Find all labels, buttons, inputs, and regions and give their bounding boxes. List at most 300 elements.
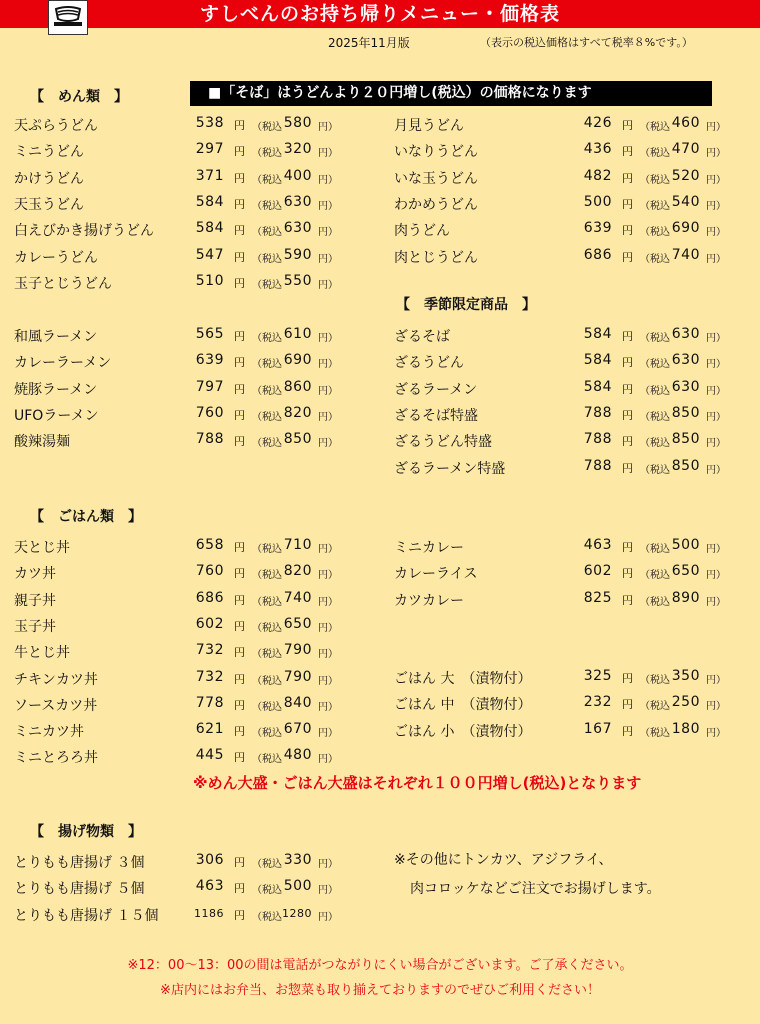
menu-item bbox=[14, 141, 356, 165]
tax-prefix: （税込 bbox=[252, 411, 282, 423]
item-price: 463 bbox=[583, 537, 612, 553]
menu-item bbox=[394, 431, 744, 455]
item-tax-price: 690 bbox=[671, 220, 700, 237]
section-rice-heading: 【 ごはん類 】 bbox=[30, 509, 142, 525]
menu-item bbox=[14, 721, 356, 745]
item-tax-price: 850 bbox=[671, 404, 700, 421]
tax-prefix: （税込 bbox=[252, 544, 282, 555]
tax-prefix: （税込 bbox=[252, 385, 282, 397]
tax-suffix: 円） bbox=[318, 754, 338, 766]
tax-prefix: （税込 bbox=[640, 122, 670, 133]
item-price: 584 bbox=[583, 326, 612, 342]
item-name: カレーライス bbox=[394, 566, 478, 583]
menu-item bbox=[394, 220, 744, 244]
item-name: UFOラーメン bbox=[14, 407, 99, 424]
tax-prefix: （税込 bbox=[252, 253, 282, 265]
menu-item bbox=[14, 905, 356, 929]
item-price: 538 bbox=[195, 115, 224, 131]
item-tax-price: 790 bbox=[283, 668, 312, 685]
menu-item bbox=[394, 590, 744, 614]
yen-label: 円 bbox=[234, 725, 245, 739]
tax-suffix: 円） bbox=[318, 227, 338, 239]
item-price: 325 bbox=[583, 668, 612, 684]
item-tax-price: 520 bbox=[671, 167, 700, 184]
item-price: 306 bbox=[195, 852, 224, 868]
tax-prefix: （税込 bbox=[252, 279, 282, 291]
item-price: 686 bbox=[583, 246, 612, 263]
tax-suffix: 円） bbox=[706, 727, 726, 739]
tax-prefix: （税込 bbox=[640, 701, 670, 713]
item-name: とりもも唐揚げ ５個 bbox=[14, 881, 145, 898]
menu-item bbox=[14, 247, 356, 271]
tax-note: （表示の税込価格はすべて税率８%です。） bbox=[480, 36, 693, 49]
item-price: 436 bbox=[583, 141, 612, 158]
item-tax-price: 470 bbox=[671, 141, 700, 158]
item-tax-price: 630 bbox=[283, 193, 312, 210]
tax-suffix: 円） bbox=[706, 544, 726, 555]
item-name: 親子丼 bbox=[14, 592, 56, 609]
item-price: 686 bbox=[195, 589, 224, 606]
tax-suffix: 円） bbox=[318, 411, 338, 423]
item-tax-price: 1280 bbox=[282, 906, 312, 920]
tax-suffix: 円） bbox=[318, 253, 338, 265]
item-price: 732 bbox=[195, 668, 224, 685]
item-price: 797 bbox=[195, 378, 224, 395]
tax-prefix: （税込 bbox=[640, 359, 670, 371]
menu-item bbox=[394, 458, 744, 482]
item-price: 482 bbox=[583, 167, 612, 184]
tax-suffix: 円） bbox=[318, 649, 338, 661]
fried-other-note-2: 肉コロッケなどご注文でお揚げします。 bbox=[410, 881, 661, 897]
yen-label: 円 bbox=[234, 224, 245, 238]
item-tax-price: 840 bbox=[283, 694, 312, 711]
tax-prefix: （税込 bbox=[640, 727, 670, 739]
yen-label: 円 bbox=[234, 672, 245, 686]
tax-suffix: 円） bbox=[318, 859, 338, 870]
yen-label: 円 bbox=[234, 330, 245, 343]
tax-prefix: （税込 bbox=[252, 911, 282, 923]
item-price: 584 bbox=[195, 193, 224, 210]
yen-label: 円 bbox=[234, 145, 245, 159]
item-name: 玉子とじうどん bbox=[14, 275, 112, 292]
tax-suffix: 円） bbox=[706, 122, 726, 133]
tax-prefix: （税込 bbox=[640, 148, 670, 160]
item-tax-price: 740 bbox=[283, 589, 312, 606]
item-price: 602 bbox=[583, 563, 612, 580]
tax-suffix: 円） bbox=[318, 279, 338, 291]
item-name: ざるうどん特盛 bbox=[394, 434, 492, 451]
item-tax-price: 630 bbox=[671, 352, 700, 369]
menu-item bbox=[394, 141, 744, 165]
item-tax-price: 500 bbox=[671, 537, 700, 553]
yen-label: 円 bbox=[234, 567, 245, 581]
item-name: 天玉うどん bbox=[14, 196, 84, 213]
item-tax-price: 610 bbox=[283, 326, 312, 342]
item-price: 760 bbox=[195, 404, 224, 421]
tax-prefix: （税込 bbox=[252, 754, 282, 766]
yen-label: 円 bbox=[234, 276, 245, 290]
item-name: とりもも唐揚げ １５個 bbox=[14, 907, 159, 924]
tax-prefix: （税込 bbox=[252, 622, 282, 634]
item-price: 639 bbox=[195, 352, 224, 369]
item-name: ミニカツ丼 bbox=[14, 724, 84, 741]
menu-item bbox=[394, 379, 744, 403]
menu-item bbox=[14, 616, 356, 640]
tax-prefix: （税込 bbox=[252, 885, 282, 897]
item-price: 565 bbox=[195, 326, 224, 342]
tax-prefix: （税込 bbox=[640, 174, 670, 186]
menu-item bbox=[394, 668, 744, 692]
bento-note: ※店内にはお弁当、お惣菜も取り揃えておりますのでぜひご利用ください！ bbox=[160, 983, 600, 998]
item-price: 602 bbox=[195, 615, 224, 632]
menu-item bbox=[14, 695, 356, 719]
item-name: ごはん 中 （漬物付） bbox=[394, 697, 532, 714]
tax-suffix: 円） bbox=[318, 701, 338, 713]
tax-prefix: （税込 bbox=[640, 570, 670, 582]
menu-item bbox=[14, 431, 356, 455]
item-name: カレーラーメン bbox=[14, 355, 112, 372]
large-portion-note: ※めん大盛・ごはん大盛はそれぞれ１００円増し(税込)となります bbox=[193, 774, 642, 792]
tax-suffix: 円） bbox=[706, 385, 726, 397]
item-name: ざるラーメン特盛 bbox=[394, 460, 506, 477]
item-name: ざるそば bbox=[394, 329, 450, 345]
yen-label: 円 bbox=[622, 119, 633, 132]
item-tax-price: 320 bbox=[283, 141, 312, 158]
tax-suffix: 円） bbox=[318, 385, 338, 397]
yen-label: 円 bbox=[622, 541, 633, 554]
yen-label: 円 bbox=[622, 224, 633, 238]
item-tax-price: 630 bbox=[671, 326, 700, 342]
item-price: 445 bbox=[195, 747, 224, 764]
menu-item bbox=[394, 326, 744, 350]
item-price: 825 bbox=[583, 589, 612, 606]
item-name: 天とじ丼 bbox=[14, 540, 70, 556]
item-tax-price: 250 bbox=[671, 694, 700, 711]
soba-price-banner: ■「そば」はうどんより２０円増し(税込）の価格になります bbox=[190, 81, 712, 106]
item-tax-price: 180 bbox=[671, 720, 700, 737]
yen-label: 円 bbox=[622, 408, 633, 422]
yen-label: 円 bbox=[234, 356, 245, 370]
item-price: 658 bbox=[195, 537, 224, 553]
yen-label: 円 bbox=[622, 567, 633, 581]
tax-prefix: （税込 bbox=[252, 359, 282, 371]
yen-label: 円 bbox=[622, 461, 633, 475]
item-price: 584 bbox=[195, 220, 224, 237]
tax-suffix: 円） bbox=[706, 359, 726, 371]
item-name: カツカレー bbox=[394, 592, 464, 609]
item-name: ミニうどん bbox=[14, 144, 84, 161]
item-name: ごはん 大 （漬物付） bbox=[394, 671, 532, 687]
menu-item bbox=[394, 168, 744, 192]
tax-suffix: 円） bbox=[318, 359, 338, 371]
menu-item bbox=[14, 405, 356, 429]
section-noodles-heading: 【 めん類 】 bbox=[30, 89, 128, 105]
item-price: 788 bbox=[195, 431, 224, 448]
phone-note: ※12：00～13：00の間は電話がつながりにくい場合がございます。ご了承ください。 bbox=[127, 958, 633, 973]
tax-prefix: （税込 bbox=[640, 385, 670, 397]
item-name: 肉とじうどん bbox=[394, 249, 478, 266]
tax-suffix: 円） bbox=[318, 122, 338, 133]
tax-prefix: （税込 bbox=[640, 596, 670, 608]
item-price: 547 bbox=[195, 246, 224, 263]
yen-label: 円 bbox=[622, 382, 633, 396]
item-name: かけうどん bbox=[14, 170, 84, 187]
menu-item bbox=[14, 379, 356, 403]
item-tax-price: 690 bbox=[283, 352, 312, 369]
menu-item bbox=[394, 537, 744, 561]
tax-prefix: （税込 bbox=[252, 570, 282, 582]
yen-label: 円 bbox=[234, 197, 245, 211]
menu-item bbox=[14, 273, 356, 297]
yen-label: 円 bbox=[622, 593, 633, 607]
tax-suffix: 円） bbox=[318, 728, 338, 740]
item-tax-price: 630 bbox=[671, 378, 700, 395]
item-tax-price: 540 bbox=[671, 193, 700, 210]
item-price: 732 bbox=[195, 642, 224, 659]
menu-item bbox=[394, 247, 744, 271]
yen-label: 円 bbox=[234, 541, 245, 554]
menu-item bbox=[394, 194, 744, 218]
tax-prefix: （税込 bbox=[252, 675, 282, 687]
tax-prefix: （税込 bbox=[252, 200, 282, 212]
yen-label: 円 bbox=[622, 435, 633, 449]
item-price: 297 bbox=[195, 141, 224, 158]
yen-label: 円 bbox=[234, 250, 245, 264]
item-name: カツ丼 bbox=[14, 566, 56, 583]
item-name: 月見うどん bbox=[394, 118, 464, 134]
tax-suffix: 円） bbox=[318, 148, 338, 160]
item-tax-price: 330 bbox=[283, 852, 312, 868]
menu-item bbox=[14, 642, 356, 666]
yen-label: 円 bbox=[234, 908, 245, 922]
item-name: カレーうどん bbox=[14, 249, 98, 266]
tax-suffix: 円） bbox=[706, 438, 726, 450]
item-price: 584 bbox=[583, 352, 612, 369]
menu-item bbox=[14, 590, 356, 614]
yen-label: 円 bbox=[234, 856, 245, 869]
tax-prefix: （税込 bbox=[252, 148, 282, 160]
yen-label: 円 bbox=[234, 646, 245, 660]
item-tax-price: 400 bbox=[283, 167, 312, 184]
tax-suffix: 円） bbox=[706, 148, 726, 160]
tax-suffix: 円） bbox=[706, 227, 726, 239]
item-tax-price: 890 bbox=[671, 589, 700, 606]
item-name: 天ぷらうどん bbox=[14, 118, 98, 134]
item-price: 584 bbox=[583, 378, 612, 395]
menu-item bbox=[14, 115, 356, 139]
item-tax-price: 710 bbox=[283, 537, 312, 553]
tax-suffix: 円） bbox=[318, 174, 338, 186]
item-name: いな玉うどん bbox=[394, 170, 478, 187]
menu-item bbox=[14, 168, 356, 192]
item-tax-price: 550 bbox=[283, 272, 312, 289]
menu-item bbox=[14, 194, 356, 218]
item-tax-price: 580 bbox=[283, 115, 312, 131]
yen-label: 円 bbox=[234, 119, 245, 132]
item-tax-price: 650 bbox=[283, 615, 312, 632]
yen-label: 円 bbox=[622, 330, 633, 343]
item-price: 788 bbox=[583, 431, 612, 448]
yen-label: 円 bbox=[622, 356, 633, 370]
item-name: ざるラーメン bbox=[394, 381, 478, 398]
tax-suffix: 円） bbox=[706, 174, 726, 186]
tax-suffix: 円） bbox=[318, 885, 338, 897]
item-price: 1186 bbox=[194, 906, 224, 920]
item-price: 788 bbox=[583, 404, 612, 421]
menu-item bbox=[394, 563, 744, 587]
item-tax-price: 790 bbox=[283, 642, 312, 659]
menu-item bbox=[394, 721, 744, 745]
section-seasonal-heading: 【 季節限定商品 】 bbox=[396, 297, 536, 313]
tax-suffix: 円） bbox=[318, 570, 338, 582]
tax-suffix: 円） bbox=[318, 675, 338, 687]
item-name: 和風ラーメン bbox=[14, 329, 98, 345]
tax-suffix: 円） bbox=[318, 333, 338, 344]
item-tax-price: 850 bbox=[671, 431, 700, 448]
yen-label: 円 bbox=[622, 145, 633, 159]
tax-suffix: 円） bbox=[318, 622, 338, 634]
menu-item bbox=[394, 352, 744, 376]
menu-item bbox=[14, 747, 356, 771]
tax-prefix: （税込 bbox=[640, 411, 670, 423]
yen-label: 円 bbox=[622, 171, 633, 185]
item-name: 玉子丼 bbox=[14, 618, 56, 635]
tax-suffix: 円） bbox=[706, 411, 726, 423]
yen-label: 円 bbox=[234, 619, 245, 633]
item-name: 酸辣湯麺 bbox=[14, 434, 70, 451]
item-name: ソースカツ丼 bbox=[14, 697, 98, 714]
menu-item bbox=[394, 694, 744, 718]
menu-item bbox=[14, 669, 356, 693]
item-tax-price: 350 bbox=[671, 668, 700, 684]
item-price: 463 bbox=[195, 878, 224, 895]
tax-suffix: 円） bbox=[706, 675, 726, 686]
menu-item bbox=[14, 220, 356, 244]
item-tax-price: 460 bbox=[671, 115, 700, 131]
item-name: 肉うどん bbox=[394, 223, 450, 240]
tax-prefix: （税込 bbox=[252, 438, 282, 450]
tax-prefix: （税込 bbox=[640, 544, 670, 555]
tax-prefix: （税込 bbox=[252, 701, 282, 713]
yen-label: 円 bbox=[622, 698, 633, 712]
item-tax-price: 860 bbox=[283, 378, 312, 395]
yen-label: 円 bbox=[234, 698, 245, 712]
yen-label: 円 bbox=[234, 435, 245, 449]
item-price: 639 bbox=[583, 220, 612, 237]
yen-label: 円 bbox=[622, 197, 633, 211]
yen-label: 円 bbox=[234, 593, 245, 607]
item-tax-price: 650 bbox=[671, 563, 700, 580]
item-price: 760 bbox=[195, 563, 224, 580]
yen-label: 円 bbox=[622, 724, 633, 738]
yen-label: 円 bbox=[622, 250, 633, 264]
item-name: ざるそば特盛 bbox=[394, 407, 478, 424]
tax-prefix: （税込 bbox=[252, 596, 282, 608]
item-tax-price: 480 bbox=[283, 747, 312, 764]
tax-prefix: （税込 bbox=[252, 174, 282, 186]
tax-prefix: （税込 bbox=[640, 464, 670, 476]
item-price: 371 bbox=[195, 167, 224, 184]
tax-suffix: 円） bbox=[318, 911, 338, 923]
item-tax-price: 850 bbox=[671, 457, 700, 474]
item-name: 焼豚ラーメン bbox=[14, 381, 98, 398]
yen-label: 円 bbox=[622, 672, 633, 685]
yen-label: 円 bbox=[234, 882, 245, 896]
page-title: すしべんのお持ち帰りメニュー・価格表 bbox=[199, 3, 560, 25]
item-tax-price: 850 bbox=[283, 431, 312, 448]
tax-suffix: 円） bbox=[706, 464, 726, 476]
item-name: ごはん 小 （漬物付） bbox=[394, 723, 532, 740]
tax-prefix: （税込 bbox=[252, 333, 282, 344]
tax-prefix: （税込 bbox=[252, 122, 282, 133]
tax-suffix: 円） bbox=[318, 596, 338, 608]
tax-suffix: 円） bbox=[706, 570, 726, 582]
item-price: 788 bbox=[583, 457, 612, 474]
menu-item bbox=[394, 405, 744, 429]
item-name: ミニとろろ丼 bbox=[14, 750, 98, 767]
tax-suffix: 円） bbox=[706, 200, 726, 212]
menu-item bbox=[14, 537, 356, 561]
tax-prefix: （税込 bbox=[640, 200, 670, 212]
item-price: 621 bbox=[195, 721, 224, 738]
tax-suffix: 円） bbox=[706, 701, 726, 713]
tax-prefix: （税込 bbox=[252, 728, 282, 740]
menu-item bbox=[14, 852, 356, 876]
item-tax-price: 590 bbox=[283, 246, 312, 263]
item-name: わかめうどん bbox=[394, 196, 478, 213]
tax-suffix: 円） bbox=[706, 253, 726, 265]
fried-other-note-1: ※その他にトンカツ、アジフライ、 bbox=[394, 852, 613, 868]
item-tax-price: 670 bbox=[283, 721, 312, 738]
item-tax-price: 820 bbox=[283, 404, 312, 421]
yen-label: 円 bbox=[234, 751, 245, 765]
tax-prefix: （税込 bbox=[252, 859, 282, 870]
item-price: 426 bbox=[583, 115, 612, 131]
item-price: 778 bbox=[195, 694, 224, 711]
tax-prefix: （税込 bbox=[640, 438, 670, 450]
tax-prefix: （税込 bbox=[640, 675, 670, 686]
menu-item bbox=[14, 352, 356, 376]
edition-label: 2025年11月版 bbox=[328, 36, 410, 50]
yen-label: 円 bbox=[234, 408, 245, 422]
tax-suffix: 円） bbox=[318, 200, 338, 212]
yen-label: 円 bbox=[234, 171, 245, 185]
tax-suffix: 円） bbox=[706, 333, 726, 344]
item-tax-price: 820 bbox=[283, 563, 312, 580]
tax-suffix: 円） bbox=[318, 544, 338, 555]
tax-suffix: 円） bbox=[318, 438, 338, 450]
menu-item bbox=[14, 563, 356, 587]
tax-suffix: 円） bbox=[706, 596, 726, 608]
item-name: とりもも唐揚げ ３個 bbox=[14, 855, 145, 871]
item-tax-price: 500 bbox=[283, 878, 312, 895]
item-name: ミニカレー bbox=[394, 540, 464, 556]
tax-prefix: （税込 bbox=[252, 227, 282, 239]
tax-prefix: （税込 bbox=[640, 227, 670, 239]
menu-item bbox=[14, 878, 356, 902]
menu-item bbox=[14, 326, 356, 350]
tax-prefix: （税込 bbox=[640, 253, 670, 265]
menu-item bbox=[394, 115, 744, 139]
item-price: 232 bbox=[583, 694, 612, 711]
item-tax-price: 630 bbox=[283, 220, 312, 237]
item-name: チキンカツ丼 bbox=[14, 671, 98, 688]
tax-prefix: （税込 bbox=[640, 333, 670, 344]
tax-prefix: （税込 bbox=[252, 649, 282, 661]
section-fried-heading: 【 揚げ物類 】 bbox=[30, 824, 142, 840]
item-name: 牛とじ丼 bbox=[14, 645, 70, 662]
item-price: 510 bbox=[195, 272, 224, 289]
